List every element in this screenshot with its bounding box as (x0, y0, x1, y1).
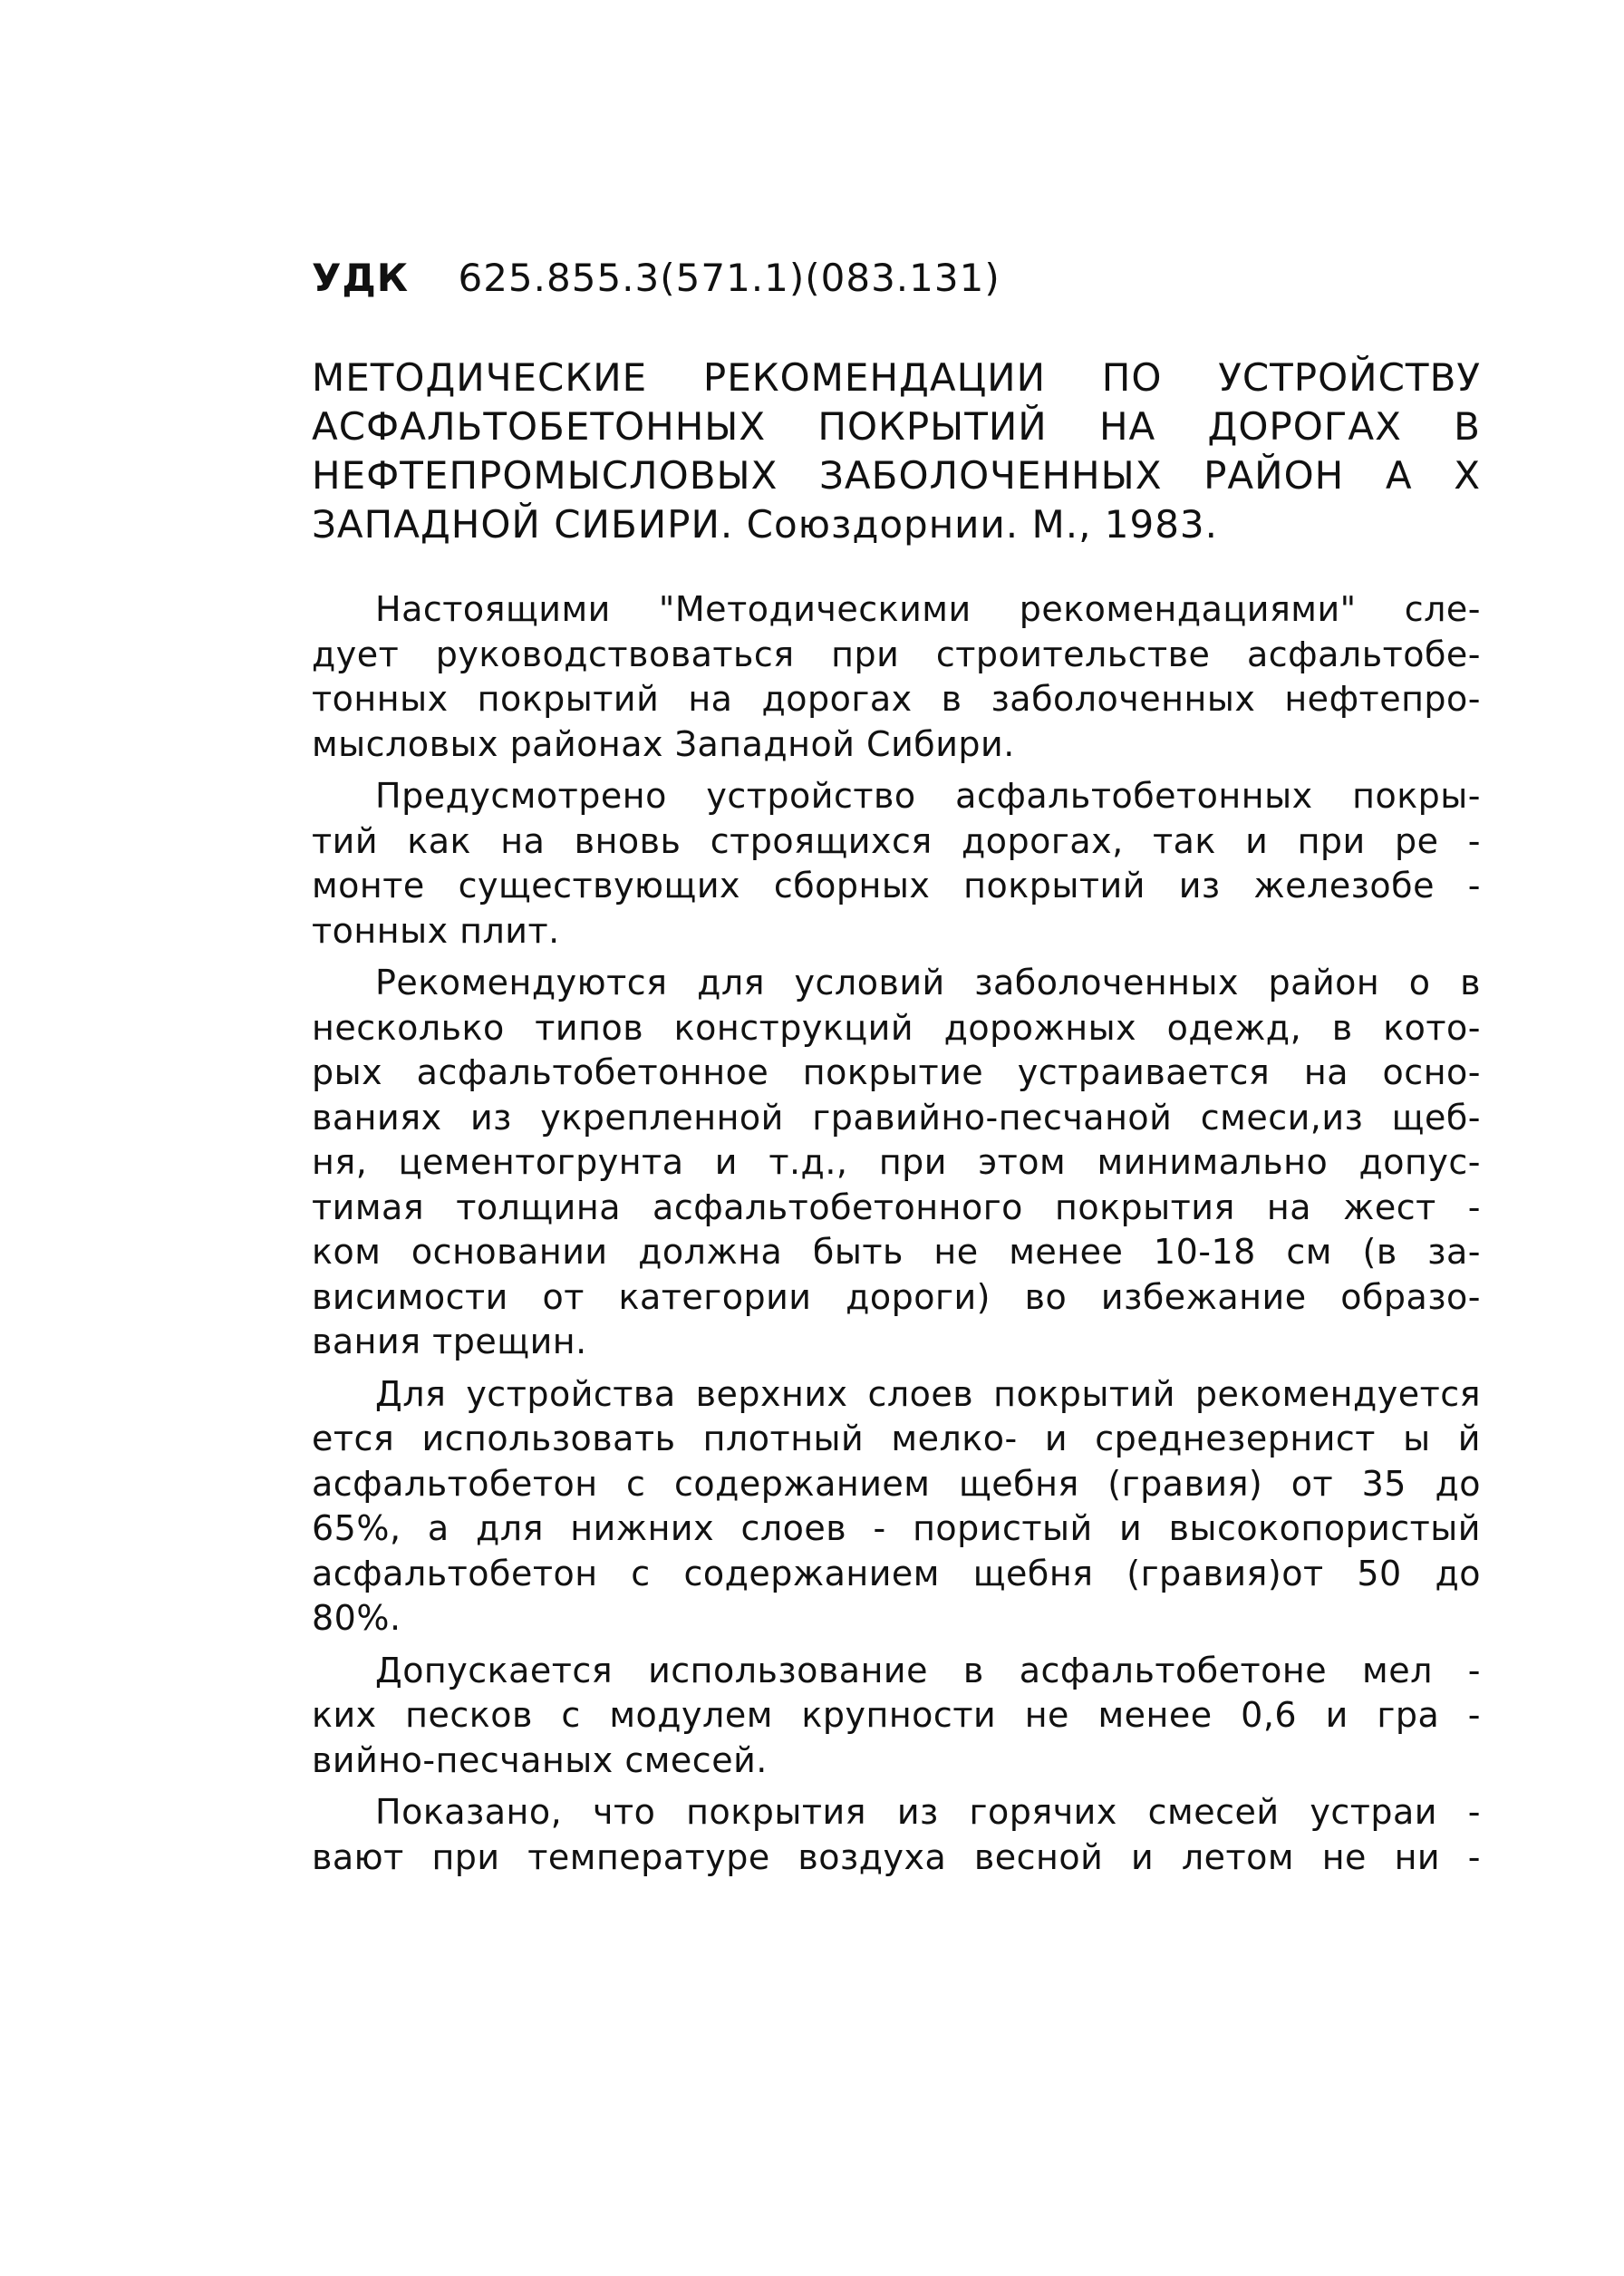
title-line: НЕФТЕПРОМЫСЛОВЫХ ЗАБОЛОЧЕННЫХ РАЙОН А Х (312, 453, 1481, 498)
text-line: вания трещин. (312, 1322, 587, 1361)
text-line: вают при температуре воздуха весной и летом не ни - (312, 1836, 1481, 1877)
title-line: МЕТОДИЧЕСКИЕ РЕКОМЕНДАЦИИ ПО УСТРОЙСТВУ (312, 355, 1481, 400)
text-line: висимости от категории дороги) во избежание образо- (312, 1276, 1481, 1317)
paragraph (312, 774, 1481, 954)
abstract-body (312, 587, 1481, 1887)
paragraph (312, 587, 1481, 767)
paragraph (312, 1372, 1481, 1642)
text-line: тонных плит. (312, 910, 560, 951)
text-line: 80%. (312, 1598, 401, 1638)
text-line: асфальтобетон с содержанием щебня (гравия)от 50 до (312, 1553, 1481, 1593)
text-line: тий как на вновь строящихся дорогах, так и при ре - (312, 820, 1481, 861)
text-line: ется использовать плотный мелко- и среднезернист ы й (312, 1419, 1481, 1458)
udk-code: 625.855.3(571.1)(083.131) (458, 256, 1000, 300)
text-line: ких песков с модулем крупности не менее 0,6 и гра - (312, 1695, 1481, 1735)
text-line: Настоящими "Методическими рекомендациями" сле- (375, 589, 1481, 629)
text-line: рых асфальтобетонное покрытие устраивается на осно- (312, 1052, 1481, 1092)
text-line: дует руководствоваться при строительстве асфальтобе- (312, 634, 1481, 674)
text-line: несколько типов конструкций дорожных одежд, в кото- (312, 1007, 1481, 1048)
text-line: ваниях из укрепленной гравийно-песчаной смеси,из щеб- (312, 1097, 1481, 1138)
text-line: Допускается использование в асфальтобетоне мел - (375, 1650, 1481, 1690)
text-line: Предусмотрено устройство асфальтобетонных покры- (375, 776, 1481, 816)
text-line: Показано, что покрытия из горячих смесей устраи - (375, 1792, 1481, 1832)
text-line: тонных покрытий на дорогах в заболоченных нефтепро- (312, 679, 1481, 719)
paragraph (312, 1790, 1481, 1880)
title-line: ЗАПАДНОЙ СИБИРИ. Союздорнии. М., 1983. (312, 502, 1219, 547)
text-line: 65%, а для нижних слоев - пористый и высокопористый (312, 1508, 1481, 1548)
text-line: вийно-песчаных смесей. (312, 1739, 768, 1780)
text-line: ня, цементогрунта и т.д., при этом минимально допус- (312, 1142, 1481, 1182)
text-line: тимая толщина асфальтобетонного покрытия на жест - (312, 1186, 1481, 1227)
text-line: монте существующих сборных покрытий из железобе - (312, 866, 1481, 906)
text-line: Рекомендуются для условий заболоченных район о в (375, 963, 1481, 1002)
udk-line (312, 256, 1000, 300)
title-line: АСФАЛЬТОБЕТОННЫХ ПОКРЫТИЙ НА ДОРОГАХ В (312, 404, 1481, 449)
document-title (312, 354, 1481, 549)
text-line: мысловых районах Западной Сибири. (312, 723, 1015, 764)
text-line: Для устройства верхних слоев покрытий рекомендуется (375, 1373, 1481, 1414)
paragraph (312, 961, 1481, 1365)
text-line: асфальтобетон с содержанием щебня (гравия) от 35 до (312, 1463, 1481, 1504)
udk-label: УДК (312, 256, 410, 300)
text-line: ком основании должна быть не менее 10-18 см (в за- (312, 1232, 1481, 1272)
paragraph (312, 1649, 1481, 1784)
